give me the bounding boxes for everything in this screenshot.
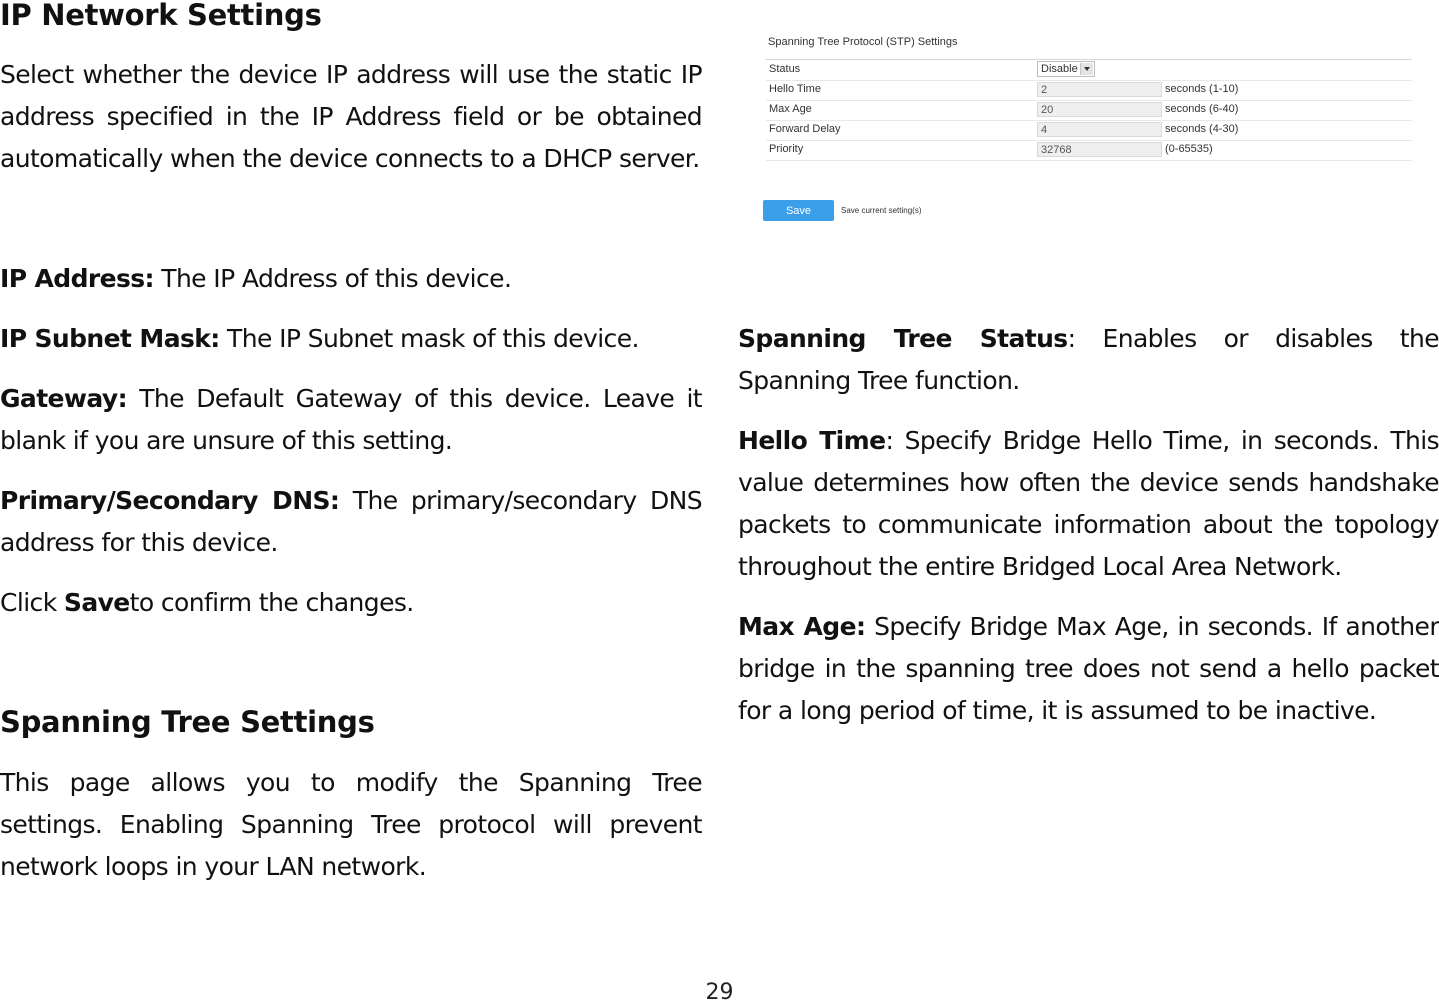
ip-intro-paragraph: Select whether the device IP address will use the static IP address specified in the IP Address field or be obtained automatically when the device connects to a DHCP server. — [0, 60, 702, 173]
save-button[interactable]: Save — [763, 200, 834, 221]
stp-row-forward-delay — [766, 120, 1412, 141]
stp-hello-time-hint: seconds (1-10) — [1165, 83, 1239, 95]
stp-status-value: Disable — [1041, 63, 1078, 75]
stp-forward-delay-input[interactable]: 4 — [1037, 122, 1162, 137]
hello-time-term: Hello Time — [738, 426, 886, 455]
spanning-tree-status-term: Spanning Tree Status — [738, 324, 1068, 353]
spanning-tree-status-text: : Enables or disables the Spanning Tree function. — [738, 324, 1439, 395]
stp-forward-delay-label: Forward Delay — [769, 123, 841, 135]
click-post: to confirm the changes. — [129, 588, 414, 617]
click-save-term: Save — [63, 588, 130, 617]
click-pre: Click — [0, 588, 64, 617]
stp-priority-label: Priority — [769, 143, 804, 155]
stp-row-status — [766, 60, 1412, 81]
stp-row-hello-time — [766, 80, 1412, 101]
dns-paragraph — [0, 480, 702, 564]
stp-hello-time-label: Hello Time — [769, 83, 821, 95]
page-number: 29 — [705, 980, 734, 1005]
stp-forward-delay-hint: seconds (4-30) — [1165, 123, 1239, 135]
stp-hello-time-input[interactable]: 2 — [1037, 82, 1162, 97]
subnet-paragraph — [0, 318, 702, 360]
stp-row-max-age — [766, 100, 1412, 121]
spanning-tree-settings-heading: Spanning Tree Settings — [0, 705, 375, 739]
gateway-term: Gateway: — [0, 384, 127, 413]
max-age-text: Specify Bridge Max Age, in seconds. If another bridge in the spanning tree does not send a hello packet for a long period of time, it is assumed to be inactive. — [738, 612, 1439, 725]
gateway-text: The Default Gateway of this device. Leave it blank if you are unsure of this setting. — [0, 384, 702, 455]
stp-settings-panel — [760, 30, 1412, 230]
click-save-paragraph — [0, 582, 702, 624]
stp-max-age-label: Max Age — [769, 103, 812, 115]
stp-status-select[interactable] — [1037, 61, 1095, 77]
hello-time-text: : Specify Bridge Hello Time, in seconds. This value determines how often the device sends handshake packets to communicate information about the topology throughout the entire Bridged Local Area Network. — [738, 426, 1439, 581]
ip-network-settings-heading: IP Network Settings — [0, 0, 322, 32]
hello-time-paragraph — [738, 420, 1439, 588]
stp-max-age-hint: seconds (6-40) — [1165, 103, 1239, 115]
ip-address-paragraph — [0, 258, 702, 300]
save-note: Save current setting(s) — [841, 206, 922, 215]
dns-text: The primary/secondary DNS address for this device. — [0, 486, 702, 557]
stp-priority-input[interactable]: 32768 — [1037, 142, 1162, 157]
dns-term: Primary/Secondary DNS: — [0, 486, 340, 515]
gateway-paragraph — [0, 378, 702, 462]
stp-row-priority — [766, 140, 1412, 161]
stp-panel-title: Spanning Tree Protocol (STP) Settings — [768, 36, 958, 48]
stp-priority-hint: (0-65535) — [1165, 143, 1213, 155]
ip-address-term: IP Address: — [0, 264, 154, 293]
stp-status-label: Status — [769, 63, 801, 75]
subnet-term: IP Subnet Mask: — [0, 324, 220, 353]
stp-max-age-input[interactable]: 20 — [1037, 102, 1162, 117]
spanning-tree-intro-paragraph: This page allows you to modify the Spanning Tree settings. Enabling Spanning Tree protocol will prevent network loops in your LAN network. — [0, 768, 702, 881]
max-age-term: Max Age: — [738, 612, 866, 641]
spanning-tree-status-paragraph — [738, 318, 1439, 402]
subnet-text: The IP Subnet mask of this device. — [219, 324, 639, 353]
max-age-paragraph — [738, 606, 1439, 732]
ip-address-text: The IP Address of this device. — [153, 264, 512, 293]
chevron-down-icon — [1080, 63, 1093, 75]
